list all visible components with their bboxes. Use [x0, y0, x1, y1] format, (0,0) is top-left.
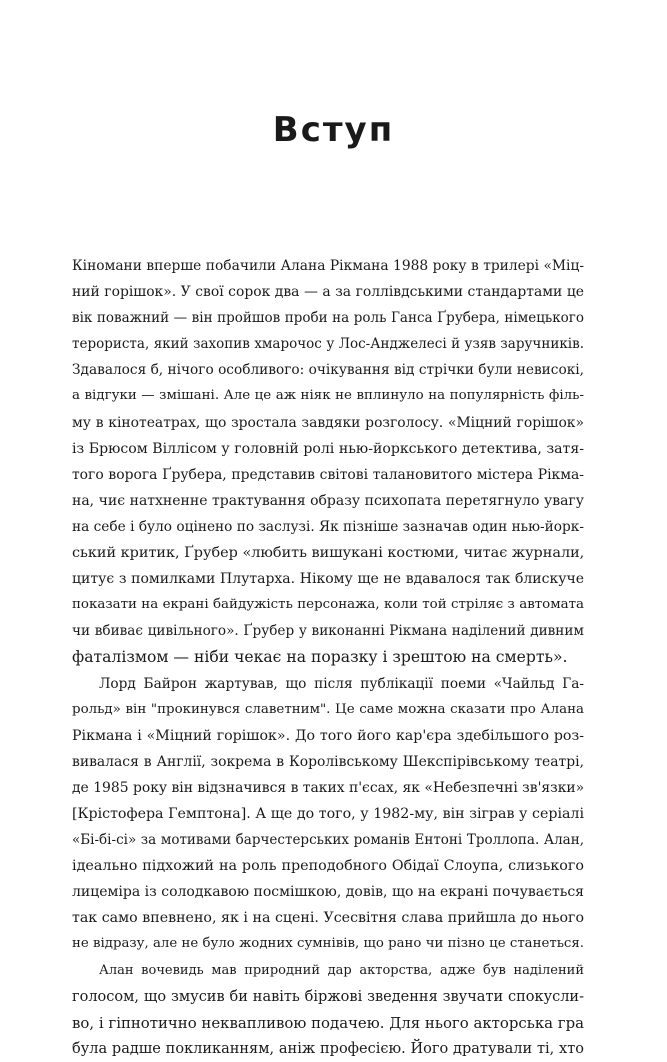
text-line: рольд» він "прокинувся славетним". Це саме можна сказати про Алана — [72, 701, 584, 717]
text-line: «Бі-бі-сі» за мотивами барчестерських романів Ентоні Троллопа. Алан, — [72, 832, 584, 849]
text-line: показати на екрані байдужість персонажа, коли той стріляє з автомата — [72, 597, 584, 613]
text-line: Кіномани вперше побачили Алана Рікмана 1988 року в трилері «Міц- — [72, 258, 584, 274]
text-line: того ворога Ґрубера, представив світові талановитого містера Рікма- — [72, 466, 584, 483]
chapter-title: Вступ — [272, 110, 395, 150]
text-line: ідеально підхожий на роль преподобного Обідаї Слоупа, слизького — [72, 858, 584, 875]
text-line: Рікмана і «Міцний горішок». До того його кар'єра здебільшого роз- — [72, 727, 584, 744]
text-line: ний горішок». У свої сорок два — а за голлівдськими стандартами це — [72, 284, 584, 301]
text-line: чи вбиває цивільного». Ґрубер у виконанні Рікмана наділений дивним — [72, 623, 584, 640]
text-line: так само впевнено, як і на сцені. Усесвітня слава прийшла до нього — [72, 910, 584, 927]
text-line: вік поважний — він пройшов проби на роль Ганса Ґрубера, німецького — [72, 310, 584, 327]
text-line: лицеміра із солодкавою посмішкою, довів, що на екрані почувається — [72, 884, 584, 901]
text-line: на, чиє натхненне трактування образу психопата перетягнуло увагу — [72, 492, 584, 509]
text-line: ський критик, Ґрубер «любить вишукані костюми, читає журнали, — [72, 545, 585, 562]
body-text — [72, 253, 584, 1062]
text-line: [Крістофера Гемптона]. А ще до того, у 1982-му, він зіграв у серіалі — [72, 805, 584, 822]
text-line: во, і гіпнотично неквапливою подачею. Для нього акторська гра — [72, 1013, 584, 1032]
text-line: голосом, що змусив би навіть біржові зведення звучати спокусли- — [72, 988, 584, 1005]
text-line: Здавалося б, нічого особливого: очікування від стрічки були невисокі, — [72, 362, 584, 379]
text-line: Алан вочевидь мав природний дар акторства, адже був наділений — [99, 962, 584, 978]
text-line: вивалася в Англії, зокрема в Королівському Шекспірівському театрі, — [72, 753, 584, 770]
text-line: на себе і було оцінено по заслузі. Як пізніше зазначав один нью-йорк- — [72, 518, 584, 535]
text-line: фаталізмом — ніби чекає на поразку і зрештою на смерть». — [72, 648, 568, 667]
text-line: му в кінотеатрах, що зростала завдяки розголосу. «Міцний горішок» — [72, 414, 584, 431]
text-line: де 1985 року він відзначився в таких п'єсах, як «Небезпечні зв'язки» — [72, 779, 585, 796]
text-line: цитує з помилками Плутарха. Нікому ще не вдавалося так блискуче — [72, 571, 584, 588]
text-line: була радше покликанням, аніж професією. Його дратували ті, хто — [72, 1040, 584, 1057]
text-line: Лорд Байрон жартував, що після публікації поеми «Чайльд Га- — [99, 675, 584, 692]
text-line: а відгуки — змішані. Але це аж ніяк не вплинуло на популярність філь- — [72, 388, 584, 404]
text-line: не відразу, але не було жодних сумнівів, що рано чи пізно це станеться. — [72, 936, 584, 952]
text-line: терориста, який захопив хмарочос у Лос-Анджелесі й узяв заручників. — [72, 336, 584, 353]
text-line: із Брюсом Віллісом у головній ролі нью-йоркського детектива, затя- — [72, 440, 584, 457]
